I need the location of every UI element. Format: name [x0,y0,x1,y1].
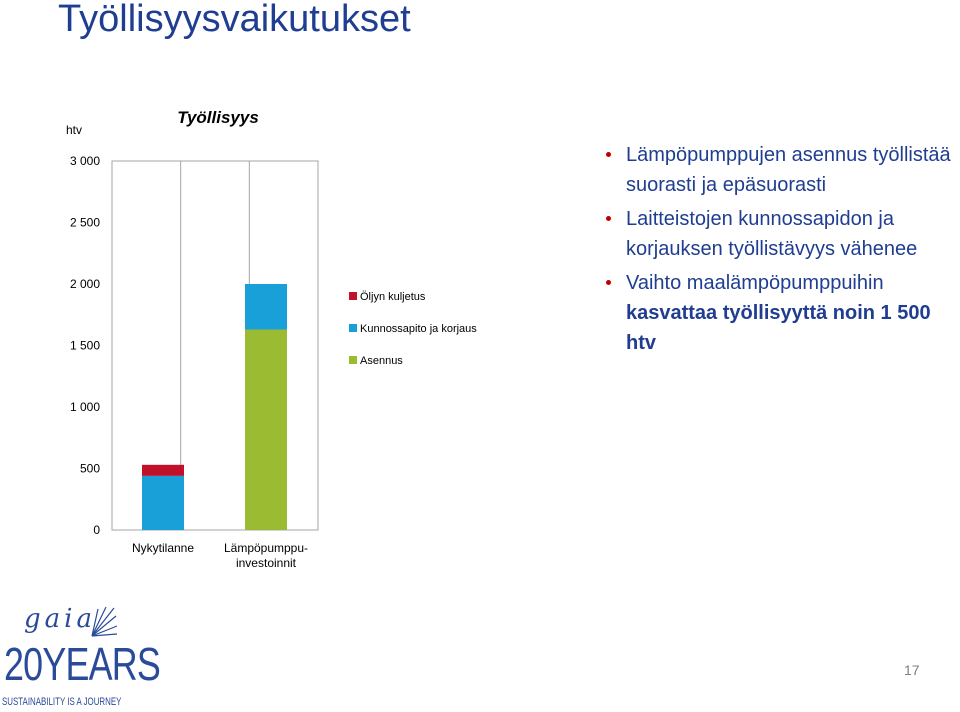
bar-segment [245,330,287,530]
bullet-text: Laitteistojen kunnossapidon ja korjauksen työllistävyys vähenee [626,208,918,260]
logo-years: 20YEARS [4,638,161,690]
bar-segment [142,476,184,530]
legend-label: Öljyn kuljetus [360,291,426,303]
logo-brand: gaia [24,604,96,634]
legend-label: Kunnossapito ja korjaus [360,323,477,335]
bullet-item [604,268,960,358]
bullet-item [604,204,960,264]
y-tick-label: 1 000 [69,400,100,414]
y-tick-label: 0 [93,523,100,537]
legend-label: Asennus [360,355,403,367]
y-tick-label: 500 [79,461,100,476]
gaia-logo [0,602,161,712]
legend-swatch [349,292,357,300]
chart-title: Työllisyys [177,108,259,127]
logo-tagline: SUSTAINABILITY IS A JOURNEY [2,696,122,708]
slide-title: Työllisyysvaikutukset [58,0,411,40]
y-axis-label: htv [66,123,83,137]
x-tick-label: Nykytilanne [131,541,195,555]
legend-swatch [349,324,357,332]
y-tick-label: 3 000 [69,154,100,168]
y-tick-label: 1 500 [69,338,100,353]
bar-segment [142,465,184,476]
bar-segment [245,284,287,330]
bullet-text: Vaihto maalämpöpumppuihin [626,272,884,294]
y-tick-label: 2 000 [69,277,100,291]
x-tick-label: investoinnit [235,556,297,570]
legend-swatch [349,356,357,364]
y-tick-label: 2 500 [69,215,100,230]
x-tick-label: Lämpöpumppu- [223,541,309,555]
page-number: 17 [904,662,920,678]
bullet-text: Lämpöpumppujen asennus työllistää suorasti ja epäsuorasti [626,144,951,196]
bullet-item [604,140,960,200]
bullet-list [604,140,960,362]
bullet-strong-text: kasvattaa työllisyyttä noin 1 500 htv [626,302,931,354]
